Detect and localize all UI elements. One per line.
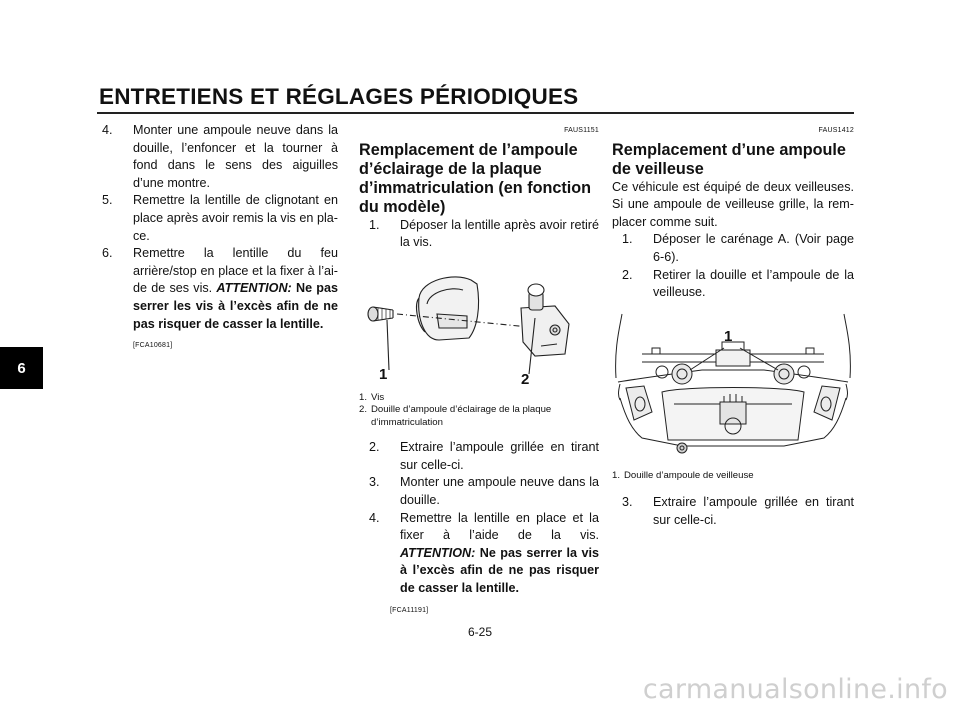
attention-label: ATTENTION: bbox=[216, 281, 292, 296]
step-number: 4. bbox=[102, 123, 113, 137]
step-item bbox=[369, 217, 599, 252]
step-number: 5. bbox=[102, 193, 113, 208]
caption-item: 1. Vis bbox=[359, 391, 385, 403]
step-item bbox=[622, 494, 854, 529]
step-text: Remettre la lentille en place et la fixer à l’aide de la vis. bbox=[400, 510, 599, 543]
step-number: 3. bbox=[369, 475, 380, 490]
step-number: 4. bbox=[369, 510, 380, 525]
header-rule bbox=[97, 112, 854, 114]
figure-label-2: 2 bbox=[521, 370, 530, 388]
section-heading: Remplacement de l’ampoule d’éclairage de la plaque d’immatriculation (en fonction du modèle) bbox=[359, 140, 592, 216]
attention-warning: Ne pas serrer les vis à l’excès afin de ne pas risquer de casser la lentille. bbox=[133, 281, 339, 331]
license-light-illustration bbox=[359, 258, 599, 388]
step-item bbox=[102, 122, 338, 192]
figure-caption bbox=[612, 470, 854, 483]
step-item bbox=[622, 231, 854, 266]
step-item bbox=[369, 510, 599, 598]
chapter-tab: 6 bbox=[0, 347, 43, 389]
step-text: Monter une ampoule neuve dans la douille. bbox=[400, 475, 599, 508]
position-light-figure bbox=[612, 308, 854, 466]
step-text: Remettre la lentille de clignotant en place après avoir remis la vis en pla-ce. bbox=[133, 193, 338, 243]
caption-item: 2. Douille d’ampoule d’éclairage de la plaque d’immatriculation bbox=[359, 404, 552, 428]
step-number: 1. bbox=[369, 217, 380, 232]
intro-paragraph: Ce véhicule est équipé de deux veilleuses. Si une ampoule de veilleuse grille, la rem-placer comme suit. bbox=[612, 179, 854, 229]
figure-caption bbox=[359, 392, 599, 430]
page-number: 6-25 bbox=[467, 625, 493, 639]
step-item bbox=[102, 192, 338, 245]
position-light-illustration bbox=[612, 308, 854, 466]
step-text: Monter une ampoule neuve dans la douille, l’enfoncer et la tourner à fond dans le sens des aiguilles d’une montre. bbox=[133, 123, 338, 190]
step-text: Déposer le carénage A. (Voir page 6-6). bbox=[653, 232, 854, 264]
section-heading: Remplacement d’une ampoule de veilleuse bbox=[612, 140, 846, 178]
step-item bbox=[102, 245, 338, 333]
figure-label-1: 1 bbox=[379, 365, 388, 383]
attention-label: ATTENTION: bbox=[400, 545, 476, 560]
license-light-figure bbox=[359, 258, 599, 388]
column-right bbox=[612, 122, 854, 529]
step-number: 6. bbox=[102, 246, 113, 261]
section-code: FAUS1151 bbox=[564, 127, 599, 134]
watermark: carmanualsonline.info bbox=[642, 674, 948, 705]
step-text: Extraire l’ampoule grillée en tirant sur celle-ci. bbox=[653, 495, 854, 527]
caution-code: [FCA10681] bbox=[133, 342, 173, 350]
page-header-title: ENTRETIENS ET RÉGLAGES PÉRIODIQUES bbox=[99, 84, 579, 109]
step-text: Déposer la lentille après avoir retiré la vis. bbox=[400, 217, 599, 250]
figure-label-1: 1 bbox=[724, 327, 733, 345]
step-number: 2. bbox=[369, 440, 380, 455]
step-item bbox=[369, 474, 599, 509]
step-item bbox=[369, 439, 599, 474]
step-item bbox=[622, 267, 854, 302]
step-number: 3. bbox=[622, 495, 633, 510]
caption-item: 1. Douille d’ampoule de veilleuse bbox=[612, 469, 754, 481]
caution-code: [FCA11191] bbox=[390, 606, 429, 614]
step-text: Retirer la douille et l’ampoule de la veilleuse. bbox=[653, 267, 854, 300]
section-code: FAUS1412 bbox=[818, 127, 854, 134]
step-text: Extraire l’ampoule grillée en tirant sur celle-ci. bbox=[400, 440, 599, 472]
column-middle bbox=[359, 122, 599, 619]
step-number: 1. bbox=[622, 232, 633, 247]
step-text: Remettre la lentille du feu arrière/stop en place et la fixer à l’ai-de de ses vis. bbox=[133, 246, 338, 296]
column-left bbox=[102, 122, 338, 355]
step-number: 2. bbox=[622, 267, 633, 282]
attention-warning: Ne pas serrer la vis à l’excès afin de ne pas risquer de casser la lentille. bbox=[400, 545, 599, 596]
